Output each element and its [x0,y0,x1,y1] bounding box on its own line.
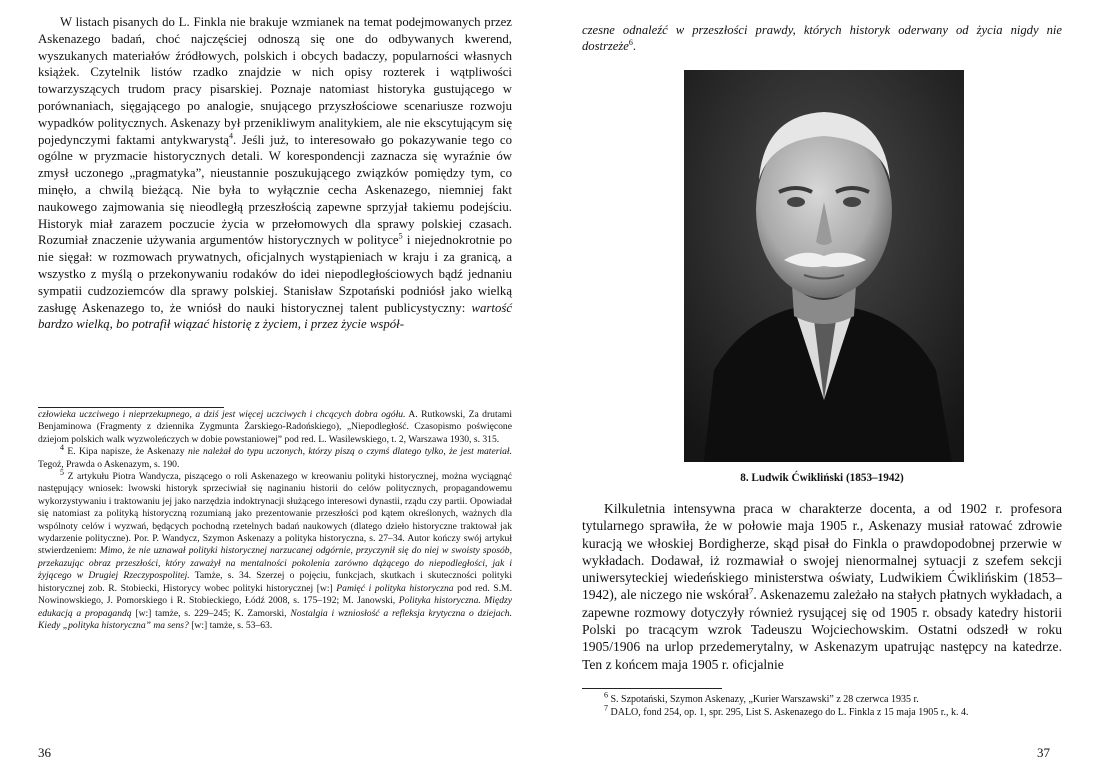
text-run: pod red. S.M. Nowinowskiego, J. Pomorskiego i R. Stobieckiego, Łódź 2008, s. 175–192; M. Janowski, [38,582,512,607]
text-run: Kilkuletnia intensywna praca w charakterze docenta, a od 1902 r. profesora tytularnego sprawiła, że w połowie maja 1905 r., Askenazy musiał ratować zdrowie kuracją we włoskiej Bordigherze, skąd pisał do Finkla o prawdopodobnej przerwie w wykładach. Dodawał, iż rozmawiał o swojej nienormalnej sytuacji z szefem sekcji uniwersyteckiej wiedeńskiego ministerstwa oświaty, Ludwikiem Ćwiklińskim (1853–1942), ale niczego nie wskórał [582,501,1062,603]
footnote-ref-7: 7 [749,585,754,596]
footnote-separator [38,407,224,408]
text-run: i niejednokrotnie po nie sięgał: w rozmowach prywatnych, oficjalnych wystąpieniach w kraju i za granicą, a wszystko z myślą o przekonywaniu rodaków do idei niepodległościowych bądź jednaniu sympatii cudzoziemców dla sprawy polskiej. Stanisław Szpotański podniósł jako wielką zasługę Askenazego to, że wniósł do nauki historycznej talent publicystyczny: [38,233,512,315]
text-run: Mimo, że nie uznawał polityki historycznej narzucanej odgórnie, przyczynił się do niej w swoisty sposób, przekazując obraz przeszłości, który zaważył na mentalności pokolenia zarówno dążącego do niepodległości, jak i żyjącego w Drugiej Rzeczypospolitej. [38,545,512,582]
text-run: . [632,39,637,53]
quote-continuation [582,22,1062,54]
text-run: Polityka historyczna. Między edukacją a propagandą [38,595,513,619]
left-body-text [38,14,512,333]
text-run: A. Rutkowski, Za drutami Benjaminowa (Fragmenty z dziennika Zygmunta Żarskiego-Radońskiego), „Niepodległość. Czasopismo poświęcone dziejom polskich walk wyzwoleńczych w dobie powstaniowej” pod red. L. Wasilewskiego, t. 2, Warszawa 1930, s. 315. [38,409,512,445]
footnote-number: 4 [60,443,64,453]
footnote-7 [582,703,1062,719]
left-footnotes [38,409,512,632]
text-run: Pamięć i polityka historyczna [336,582,454,594]
footnote-5 [38,467,513,632]
text-run: nie należał do typu uczonych, którzy piszą o czymś dlatego tylko, że jest materiał. [187,446,512,458]
text-run: Z artykułu Piotra Wandycza, piszącego o roli Askenazego w kreowaniu polityki historycznej, można wyciągnąć następujący wniosek: lwowski historyk sprzeciwiał się naginaniu historii do celów politycznych, propagandowemu wykorzystywaniu i traktowaniu jej jako narzędzia indoktrynacji służącego interesowi dynastii, rządu czy partii. Opowiadał się natomiast za polityką historyczną rozumianą jako prezentowanie przeszłości pod kątem określonych, ważnych dla wspólnoty celów i wyzwań, będących pochodną rzetelnych badań naukowych (dlatego dzieło historyczne traktował jak wydarzenie polityczne). Por. P. Wandycz, Szymon Askenazy a polityka historyczna, s. 27–34. Autor kończy swój artykuł stwierdzeniem: [38,471,512,557]
text-run: S. Szpotański, Szymon Askenazy, „Kurier Warszawski” z 28 czerwca 1935 r. [608,694,919,705]
footnote-continuation [38,409,512,446]
right-paragraph [582,500,1062,673]
text-run: Tamże, s. 34. Szerzej o pojęciu, funkcjach, skutkach i skuteczności polityki historycznej zob. R. Stobiecki, Historycy wobec polityki historycznej [w:] [38,570,512,594]
text-run: czesne odnaleźć w przeszłości prawdy, których historyk oderwany od życia nigdy nie dostrzeże [582,23,1062,53]
page-number: 37 [1037,745,1050,760]
text-run: W listach pisanych do L. Finkla nie brakuje wzmianek na temat podejmowanych przez Askenazego badań, choć najczęściej odnoszą się one do odbywanych kwerend, wyszukanych materiałów źródłowych, polskich i obcych badaczy, popularności własnych książek. Czytelnik listów rzadko znajdzie w nich opisy rozterek i wątpliwości towarzyszących trudom pracy pisarskiej. Poznaje natomiast historyka gustującego w porównaniach, sięgającego po analogie, snującego przyszłościowe scenariusze rozwoju wypadków politycznych. Askenazy był przenikliwym analitykiem, ale nie ekscytującym się pojedynczymi faktami antykwarystą [38,15,512,147]
text-run: . Jeśli już, to interesowało go pokazywanie tego co ogólne w pryzmacie historycznych detali. W korespondencji zaznacza się wyraźnie ów zmysł uczonego „pragmatyka”, nieustannie poszukującego związków pomiędzy tym, co minęło, a chwilą bieżącą. Nie była to wyłącznie cecha Askenazego, niemniej fakt naukowego zajmowania się nieodległą przeszłością zapewne sprzyjał takiemu podejściu. Historyk miał zarazem poczucie życia w przełomowych dla sprawy polskiej czasach. Rozumiał znaczenie używania argumentów historycznych w polityce [38,132,512,248]
figure-caption: 8. Ludwik Ćwikliński (1853–1942) [740,472,904,484]
footnote-separator [582,688,722,689]
text-run: E. Kipa napisze, że Askenazy [64,446,188,458]
footnote-ref-4: 4 [228,131,233,141]
footnote-ref-5: 5 [398,232,403,242]
footnote-6 [582,690,1062,706]
text-run: DALO, fond 254, op. 1, spr. 295, List S. Askenazego do L. Finkla z 15 maja 1905 r., k. 4. [608,707,969,718]
text-run: . Askenazemu zależało na stałych płatnych wykładach, a zapewne rozmowy dotyczyły również rysującej się od 1905 r. obsady katedry historii Polski po tracącym wzrok Tadeuszu Wojciechowskim. Ostatni odszedł w roku 1905/1906 na urlop przedemerytalny, w Askenazym upatrując następcy na katedrze. Ten z końcem maja 1905 r. oficjalnie [582,587,1063,672]
portrait-illustration [684,70,964,462]
footnote-number: 7 [604,703,608,713]
right-body-text [582,500,1062,673]
left-paragraph [38,14,512,333]
footnote-ref-6: 6 [628,37,633,47]
text-run: [w:] tamże, s. 229–245; K. Zamorski, [131,607,291,619]
footnote-number: 5 [60,467,64,477]
page-number: 36 [38,745,51,760]
text-run: Nostalgia i wzniosłość a refleksja krytyczna o dziejach. Kiedy „polityka historyczna” ma sens? [38,607,512,631]
portrait-photo [684,70,964,462]
text-run: [w:] tamże, s. 53–63. [188,619,273,631]
footnote-4 [38,443,512,471]
quote-italic: wartość bardzo wielką, bo potrafił wiązać historię z życiem, i przez życie współ- [38,300,512,332]
text-run: Tegoż, Prawda o Askenazym, s. 190. [38,458,180,470]
footnote-number: 6 [604,690,608,700]
right-footnotes [582,690,1062,719]
text-run: człowieka uczciwego i nieprzekupnego, a dziś jest więcej uczciwych i chcących dobra ogółu. [38,409,406,420]
